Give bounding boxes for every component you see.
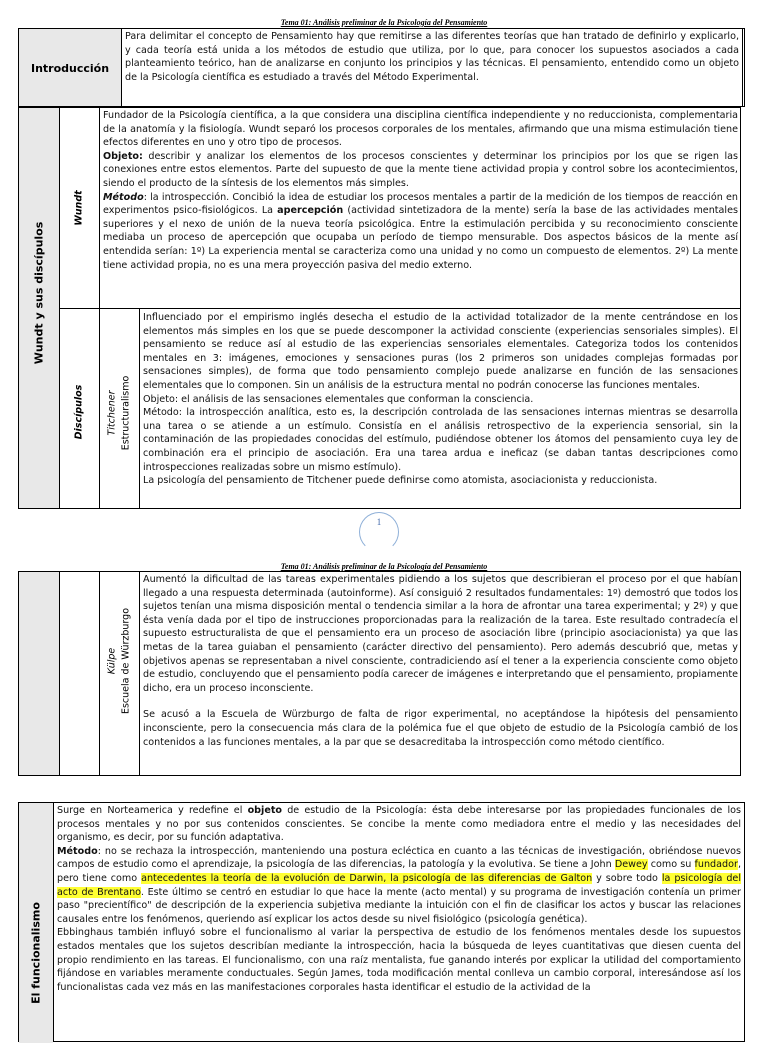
- intro-text: Para delimitar el concepto de Pensamiento hay que remitirse a las diferentes teorías que han tratado de definirlo y explicarlo, y cada teoría está unida a los métodos de estudio que utiliza, por lo que, para conocer los supuestos asociados a cada planteamiento teórico, han de analizarse en conjunto los principios y las técnicas. El pensamiento, entendido como un objeto de la Psicología científica es estudiado a través del Método Experimental.: [125, 31, 739, 83]
- func-p1-b: de estudio de la Psicología: ésta debe interesarse por las propiedades funcionales de los procesos mentales y no por sus contenidos conscientes. Se concibe la mente como mediadora entre el medio y las necesidades del organismo, es decir, por su función adaptativa.: [57, 805, 741, 844]
- kulpe-text: [143, 573, 738, 749]
- disciples-label: Discípulos: [73, 384, 85, 440]
- titchener-p1: Influenciado por el empirismo inglés desecha el estudio de la actividad totalizador de la mente centrándose en los elementos más simples en los que se puede descomponer la actividad consciente (experiencias sensoriales simples). El pensamiento se reduce así al estudio de las experiencias sensoriales elementales. Categoriza todos los contenidos mentales en 3: imágenes, emociones y sensaciones puras (los 2 primeros son unidades complejas formadas por sensaciones simples), de forma que todo pensamiento complejo puede analizarse en función de las sensaciones elementales que lo componen. Sin un análisis de la estructura mental no podrán conocerse las funciones mentales.: [143, 312, 738, 391]
- wundt-objeto-text: describir y analizar los elementos de los procesos conscientes y determinar los principios por los que se rigen las conexiones entre estos elementos. Parte del supuesto de que la mente tiene actividad propia y control sobre los acontecimientos, siendo el producto de la síntesis de los elementos más simples.: [103, 150, 738, 189]
- funcionalismo-text: [57, 804, 741, 994]
- intro-block: [18, 28, 745, 107]
- wundt-block: [18, 107, 741, 509]
- func-highlight-antecedentes: antecedentes la teoría de la evolución de Darwin, la psicología de las diferencias de Galton: [141, 872, 593, 884]
- wundt-p3: [103, 191, 738, 273]
- func-p1-a: Surge en Norteamerica y redefine el: [57, 805, 248, 816]
- wundt-sub-label: Wundt: [73, 190, 85, 226]
- func-p2-c: , pero tiene como: [57, 859, 741, 884]
- func-p2-d: y sobre todo: [592, 872, 662, 884]
- page-number: 1: [359, 512, 399, 552]
- wundt-p1: Fundador de la Psicología científica, a la que considera una disciplina científica independiente y no reduccionista, complementaria de la anatomía y la fisiología. Wundt separó los procesos corporales de los mentales, afirmando que una misma estimulación tiene efectos diferentes en uno y otro tipo de procesos.: [103, 110, 738, 149]
- wundt-section-label: Wundt y sus discípulos: [32, 221, 46, 365]
- wundt-metodo-text-b: (actividad sintetizadora de la mente) sería la base de las actividades mentales superiores y el nexo de unión de la nueva teoría psicológica. Entre la estimulación percibida y su reconocimiento consciente mediaba un proceso de apercepción que ocupaba un período de tiempo mensurable. Dos aspectos básicos de la mente así entendida serían: 1º) La experiencia mental se caracteriza como una unidad y no como un compuesto de elementos. 2º) La mente tiene actividad propia, no es una mera proyección pasiva del medio externo.: [103, 205, 738, 271]
- funcionalismo-label: El funcionalismo: [29, 902, 43, 1004]
- func-p2-e: . Este último se centró en estudiar lo que hace la mente (acto mental) y su programa de investigación contenía un primer paso "precientífico" de descripción de la experiencia subjetiva mediante la intuición con el fin de clasificar los actos y buscar las relaciones causales entre los fenómenos, queriendo así explicar los actos desde su nivel fisiológico (psicología genética).: [57, 886, 741, 925]
- func-p2-b: como su: [647, 859, 695, 871]
- func-objeto-term: objeto: [247, 805, 283, 816]
- titchener-p2: Objeto: el análisis de las sensaciones elementales que conforman la consciencia.: [143, 393, 534, 405]
- titchener-p3: Método: la introspección analítica, esto es, la descripción controlada de las sensaciones internas mientras se desarrolla una tarea o se atiende a un estímulo. Consistía en el análisis retrospectivo de la experiencia sensorial, sin la contaminación de las propiedades conocidas del estímulo, pudiéndose obtener los átomos del pensamiento cuya ley de combinación era el principio de asociación. Era una tarea ardua e ineficaz (se daban tantas descripciones como introspecciones realizadas sobre un mismo estímulo).: [143, 407, 738, 473]
- wundt-objeto-term: Objeto:: [103, 150, 143, 162]
- func-metodo-term: Método: [57, 845, 98, 857]
- func-p3: Ebbinghaus también influyó sobre el funcionalismo al variar la perspectiva de estudio de los fenómenos mentales desde los supuestos estados mentales que los sujetos describían mediante la introspección, hacia la búsqueda de leyes cuantitativas que diesen cuenta del propio rendimiento en las tareas. El funcionalismo, con una raíz mentalista, fue ganando interés por explicar la utilidad del comportamiento fijándose en variables meramente conductuales. Según James, toda modificación mental conlleva un cambio corporal, interesándose así los funcionalistas cada vez más en las manifestaciones corporales hasta identificar el estudio de la actividad de la: [57, 927, 741, 993]
- kulpe-p1: Aumentó la dificultad de las tareas experimentales pidiendo a los sujetos que describieran el proceso por el que habían llegado a una respuesta determinada (autoinforme). Así consiguió 2 resultados fundamentales: 1º) demostró que todos los sujetos tenían una misma disposición mental o tendencia similar a la hora de afrontar una tarea experimental; y 2º) y que ésta venía dada por el tipo de instrucciones proporcionadas para la realización de la tarea. Este resultado contradecía el supuesto estructuralista de que el pensamiento era un proceso de asociación libre (principio asociacionista) ya que las metas de la tarea guiaban el pensamiento (carácter directivo del pensamiento). Pero además descubrió que, metas y objetivos apenas se representaban a nivel consciente, contradiciendo así el tener a la experiencia consciente como objeto de estudio, concluyendo que el pensamiento podía carecer de imágenes e interpretando que el pensamiento, propiamente dicho, era un proceso inconsciente.: [143, 574, 738, 694]
- wundt-p2: [103, 150, 738, 191]
- kulpe-school: Escuela de Würzburgo: [120, 607, 132, 715]
- func-highlight-fundador: fundador: [694, 859, 738, 871]
- page-header-2: Tema 01: Análisis preliminar de la Psicología del Pensamiento: [280, 562, 488, 571]
- wundt-metodo-term: Método: [103, 191, 144, 203]
- wundt-metodo-text-a: : la introspección. Concibió la idea de estudiar los procesos mentales a partir de la medición de los tiempos de reacción en experimentos psico-fisiológicos. La: [103, 191, 738, 217]
- wundt-apercepcion-term: apercepción: [277, 205, 344, 217]
- func-p1: [57, 804, 741, 845]
- intro-label: Introducción: [31, 62, 110, 75]
- func-highlight-dewey: Dewey: [614, 859, 648, 871]
- titchener-school: Estructuralismo: [120, 375, 132, 451]
- kulpe-p2: Se acusó a la Escuela de Würzburgo de falta de rigor experimental, no aceptándose la hipótesis del pensamiento inconsciente, pero la consecuencia más clara de la polémica fue el que objeto de estudio de la Psicología cambió de los contenidos a las funciones mentales, a la par que se desacreditaba la introspección como método científico.: [143, 709, 738, 748]
- intro-right-margin: [742, 29, 745, 106]
- func-p2: [57, 845, 741, 927]
- titchener-p4: La psicología del pensamiento de Titchener puede definirse como atomista, asociacionista y reduccionista.: [143, 475, 658, 487]
- kulpe-gray-cell: [19, 572, 59, 775]
- kulpe-block: [18, 571, 741, 776]
- wundt-text: [103, 109, 738, 272]
- titchener-name: Titchener: [106, 390, 118, 436]
- titchener-text: [143, 311, 738, 488]
- funcionalismo-block: [18, 802, 745, 1042]
- page-header: Tema 01: Análisis preliminar de la Psicología del Pensamiento: [280, 18, 488, 27]
- kulpe-name: Külpe: [106, 647, 118, 675]
- func-highlight-brentano: la psicología del acto de Brentano: [57, 872, 741, 898]
- func-p2-a: : no se rechaza la introspección, manteniendo una postura ecléctica en cuanto a las técnicas de investigación, obriéndose nuevos campos de estudio como el aprendizaje, la psicología de las diferencias, la patología y la evolutiva. Se tiene a John: [57, 845, 741, 871]
